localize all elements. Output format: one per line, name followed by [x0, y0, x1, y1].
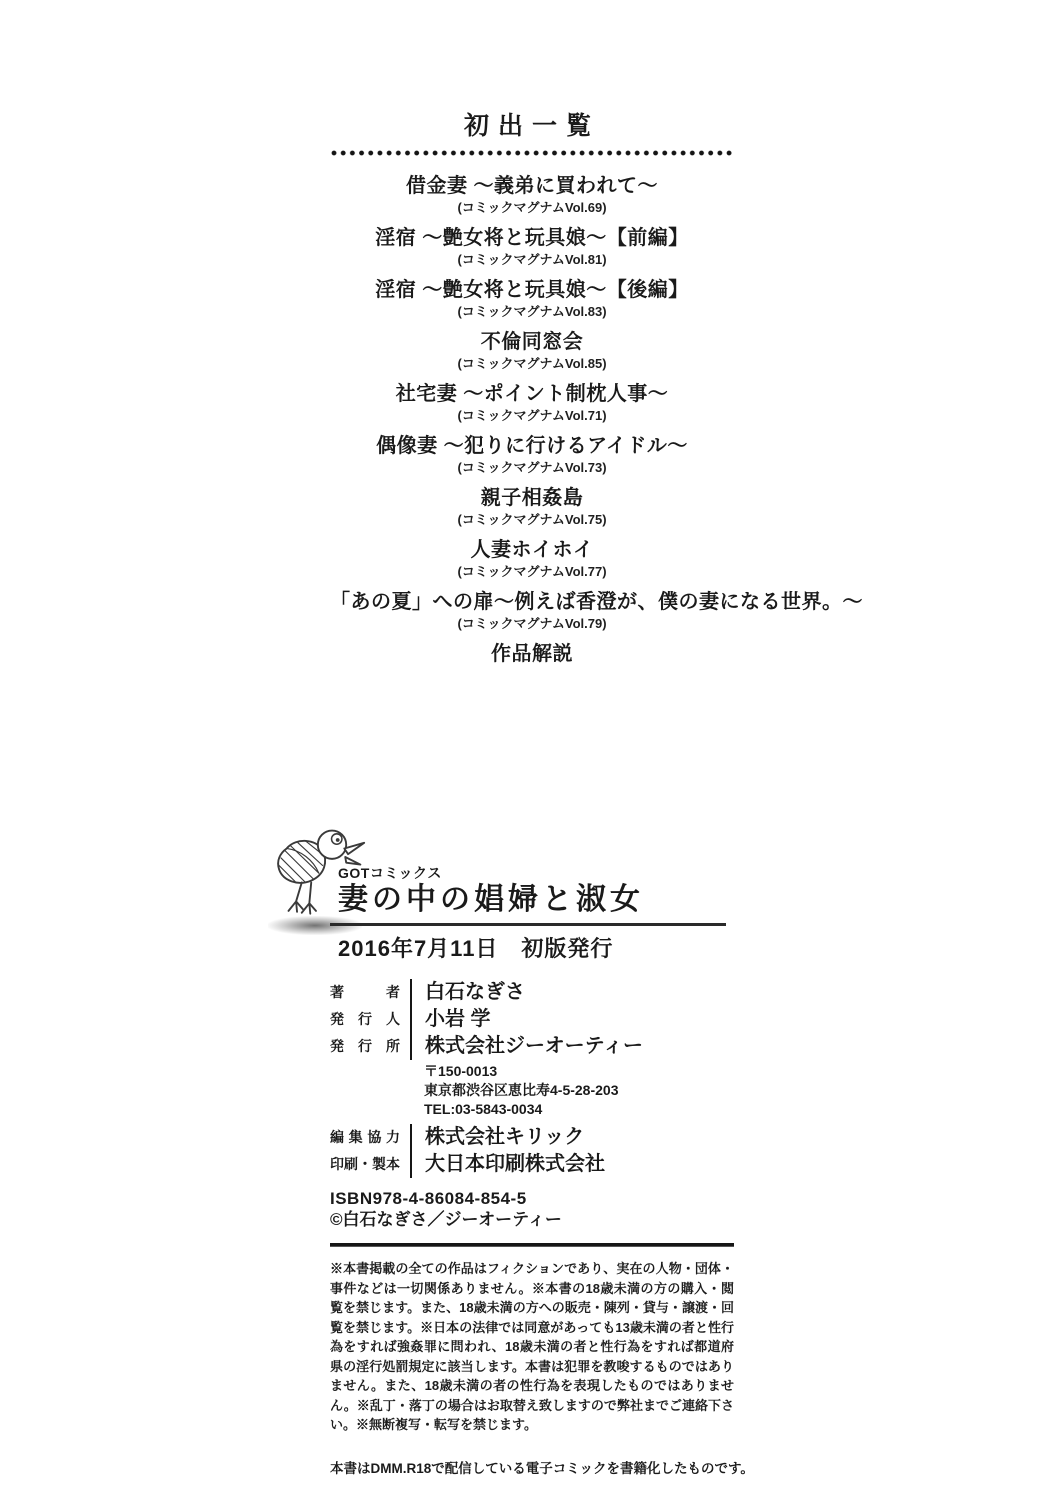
- work-title: 作品解説: [491, 643, 573, 665]
- credits-secondary-group: [330, 1124, 734, 1178]
- work-source: (コミックマグナムVol.73): [457, 460, 607, 475]
- isbn-block: [330, 1188, 734, 1230]
- work-source: (コミックマグナムVol.83): [457, 304, 607, 319]
- list-item: [330, 433, 734, 476]
- colophon: [330, 864, 754, 1478]
- edition-date: 2016年7月11日 初版発行: [338, 936, 614, 961]
- disclaimer-text: ※本書掲載の全ての作品はフィクションであり、実在の人物・団体・事件などは一切関係ありません。※本書の18歳未満の方の購入・閲覧を禁じます。また、18歳未満の方への販売・陳列・貸与・譲渡・回覧を禁じます。※日本の法律では同意があっても13歳未満の者と性行為をすれば強姦罪に問われ、18歳未満の者と性行為をすれば都道府県の淫行処罰規定に該当します。本書は犯罪を教唆するものではありません。また、18歳未満の者の性行為を表現したものではありません。※乱丁・落丁の場合はお取替え致しますので弊社までご連絡下さい。※無断複写・転写を禁じます。: [330, 1261, 734, 1432]
- phone: TEL:03-5843-0034: [424, 1101, 543, 1117]
- credit-value-publisher-person: 小岩 学: [425, 1008, 491, 1030]
- credit-label-publisher: 発行所: [330, 1038, 400, 1054]
- postal-code: 〒150-0013: [424, 1063, 498, 1079]
- work-title: 借金妻 ～義弟に買われて～: [405, 175, 659, 197]
- page-column: [330, 0, 863, 1476]
- work-title: 「あの夏」への扉～例えば香澄が、僕の妻になる世界。～: [330, 591, 863, 613]
- section-title: 初出一覧: [463, 112, 600, 140]
- work-title: 親子相姦島: [480, 487, 584, 509]
- work-title: 偶像妻 ～犯りに行けるアイドル～: [376, 435, 688, 457]
- credits-table: [330, 979, 734, 1178]
- credit-value-author: 白石なぎさ: [425, 981, 525, 1003]
- list-item: [330, 537, 734, 580]
- work-source: (コミックマグナムVol.77): [457, 564, 607, 579]
- work-title: 淫宿 ～艶女将と玩具娘～【前編】: [375, 227, 689, 249]
- credit-label-publisher-person: 発行人: [330, 1011, 400, 1027]
- list-item: [330, 589, 863, 632]
- first-publication-section: [330, 0, 863, 667]
- work-source: (コミックマグナムVol.79): [457, 616, 607, 631]
- credit-labels: [330, 1124, 400, 1178]
- list-item: [330, 381, 734, 424]
- copyright: ©白石なぎさ／ジーオーティー: [330, 1210, 562, 1229]
- isbn: ISBN978-4-86084-854-5: [330, 1189, 527, 1208]
- credit-value-publisher: 株式会社ジーオーティー: [425, 1035, 643, 1057]
- work-source: (コミックマグナムVol.81): [457, 252, 607, 267]
- credit-label-author: 著者: [330, 984, 400, 1000]
- publisher-address: [424, 1062, 734, 1119]
- book-title: 妻の中の娼婦と淑女: [338, 883, 644, 916]
- credit-values: [410, 979, 734, 1060]
- list-item: [330, 225, 734, 268]
- list-item: [330, 277, 734, 320]
- credit-labels: [330, 979, 400, 1060]
- credit-values: [410, 1124, 734, 1178]
- credit-label-editing: 編集協力: [330, 1129, 400, 1145]
- work-source: (コミックマグナムVol.71): [457, 408, 607, 423]
- work-title: 淫宿 ～艶女将と玩具娘～【後編】: [375, 279, 689, 301]
- credit-value-editing: 株式会社キリック: [425, 1126, 585, 1148]
- section-rule: [330, 1243, 734, 1247]
- dotted-divider: [330, 149, 734, 157]
- list-item: [330, 173, 734, 216]
- series-label: GOTコミックス: [338, 865, 442, 881]
- address: 東京都渋谷区恵比寿4-5-28-203: [424, 1082, 619, 1098]
- credits-primary-group: [330, 979, 734, 1060]
- work-source: (コミックマグナムVol.69): [457, 200, 607, 215]
- list-item: [330, 485, 734, 528]
- digital-edition-note: 本書はDMM.R18で配信している電子コミックを書籍化したものです。: [330, 1460, 754, 1476]
- list-item: [330, 329, 734, 372]
- work-title: 社宅妻 ～ポイント制枕人事～: [395, 383, 669, 405]
- credit-value-printing: 大日本印刷株式会社: [425, 1153, 605, 1175]
- work-title: 不倫同窓会: [480, 331, 584, 353]
- work-source: (コミックマグナムVol.85): [457, 356, 607, 371]
- credit-label-printing: 印刷・製本: [330, 1156, 400, 1172]
- work-title: 人妻ホイホイ: [470, 539, 594, 561]
- list-item: [330, 641, 734, 667]
- work-source: (コミックマグナムVol.75): [457, 512, 607, 527]
- title-rule: [330, 923, 726, 926]
- works-list: [330, 173, 863, 667]
